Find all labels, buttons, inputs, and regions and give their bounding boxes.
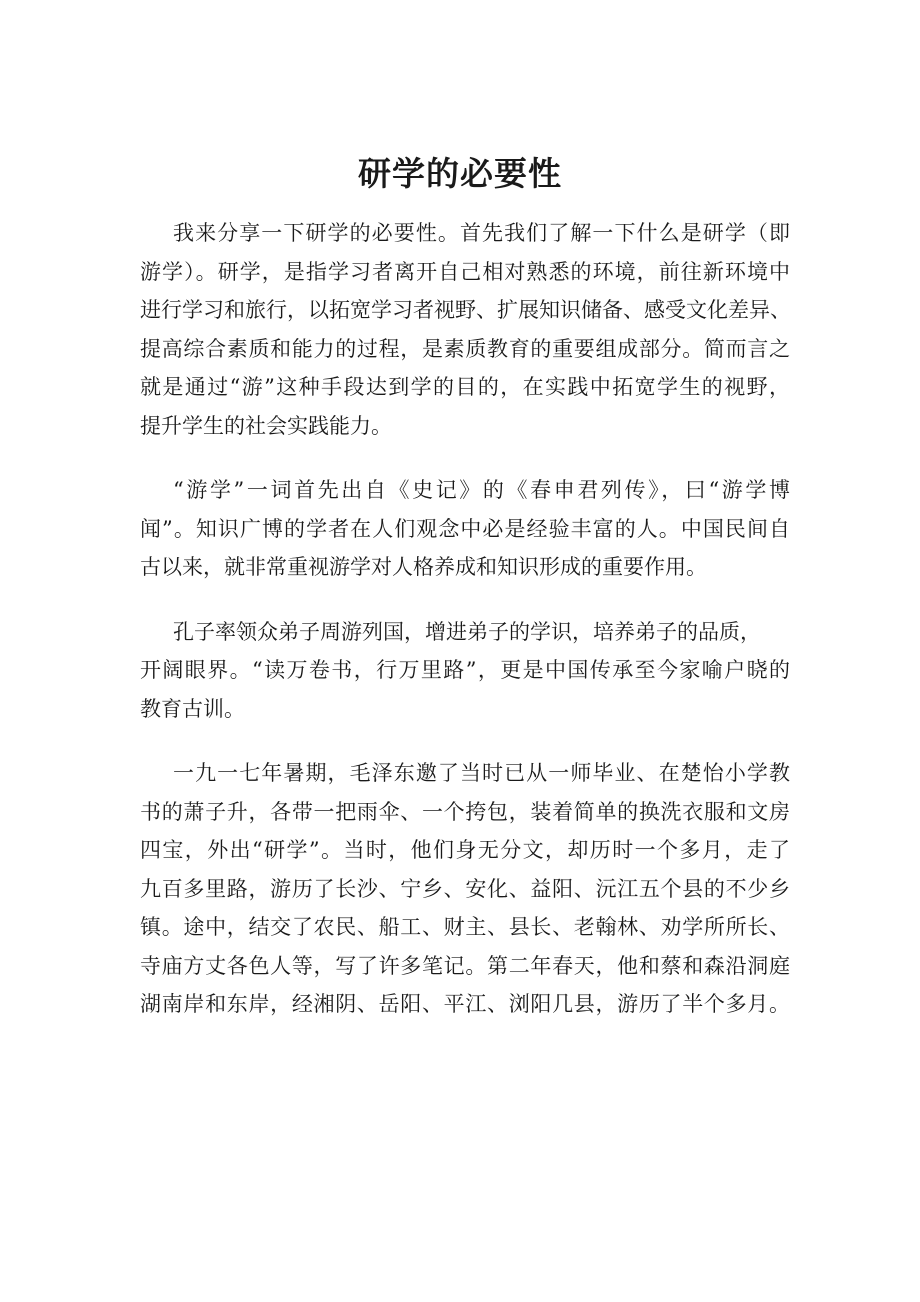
document-body	[140, 214, 790, 1050]
paragraph-2	[140, 471, 790, 587]
paragraph-line: 就是通过“游”这种手段达到学的目的，在实践中拓宽学生的视野，	[140, 375, 790, 399]
paragraph-line: 湖南岸和东岸，经湘阴、岳阳、平江、浏阳几县，游历了半个多月。	[140, 992, 790, 1016]
paragraph-line: 提升学生的社会实践能力。	[140, 413, 392, 438]
paragraph-line: 闻”。知识广博的学者在人们观念中必是经验丰富的人。中国民间自	[140, 516, 790, 541]
document-title: 研学的必要性	[358, 154, 562, 193]
paragraph-line: 进行学习和旅行，以拓宽学习者视野、扩展知识储备、感受文化差异、	[140, 298, 791, 322]
paragraph-line: 游学）。研学，是指学习者离开自己相对熟悉的环境，前往新环境中	[140, 259, 790, 284]
paragraph-line: 四宝，外出“研学”。当时，他们身无分文，却历时一个多月，走了	[140, 838, 790, 862]
paragraph-line: 寺庙方丈各色人等，写了许多笔记。第二年春天，他和蔡和森沿洞庭	[140, 953, 790, 978]
paragraph-line: 一九一七年暑期，毛泽东邀了当时已从一师毕业、在楚怡小学教	[173, 761, 790, 785]
paragraph-4	[140, 754, 790, 1024]
paragraph-line: “游学”一词首先出自《史记》的《春申君列传》，曰“游学博	[173, 478, 790, 502]
paragraph-line: 九百多里路，游历了长沙、宁乡、安化、益阳、沅江五个县的不少乡	[140, 876, 790, 901]
paragraph-line: 我来分享一下研学的必要性。首先我们了解一下什么是研学（即	[173, 221, 790, 245]
paragraph-line: 教育古训。	[140, 696, 245, 721]
paragraph-3	[140, 613, 790, 729]
paragraph-line: 孔子率领众弟子周游列国，增进弟子的学识，培养弟子的品质，	[173, 619, 761, 644]
paragraph-line: 提高综合素质和能力的过程，是素质教育的重要组成部分。简而言之	[140, 336, 790, 361]
paragraph-1	[140, 214, 790, 445]
paragraph-line: 镇。途中，结交了农民、船工、财主、县长、老翰林、劝学所所长、	[140, 915, 790, 939]
paragraph-line: 书的萧子升，各带一把雨伞、一个挎包，装着简单的换洗衣服和文房	[140, 799, 790, 824]
paragraph-line: 古以来，就非常重视游学对人格养成和知识形成的重要作用。	[140, 555, 707, 579]
paragraph-line: 开阔眼界。“读万卷书，行万里路”，更是中国传承至今家喻户晓的	[140, 658, 790, 682]
